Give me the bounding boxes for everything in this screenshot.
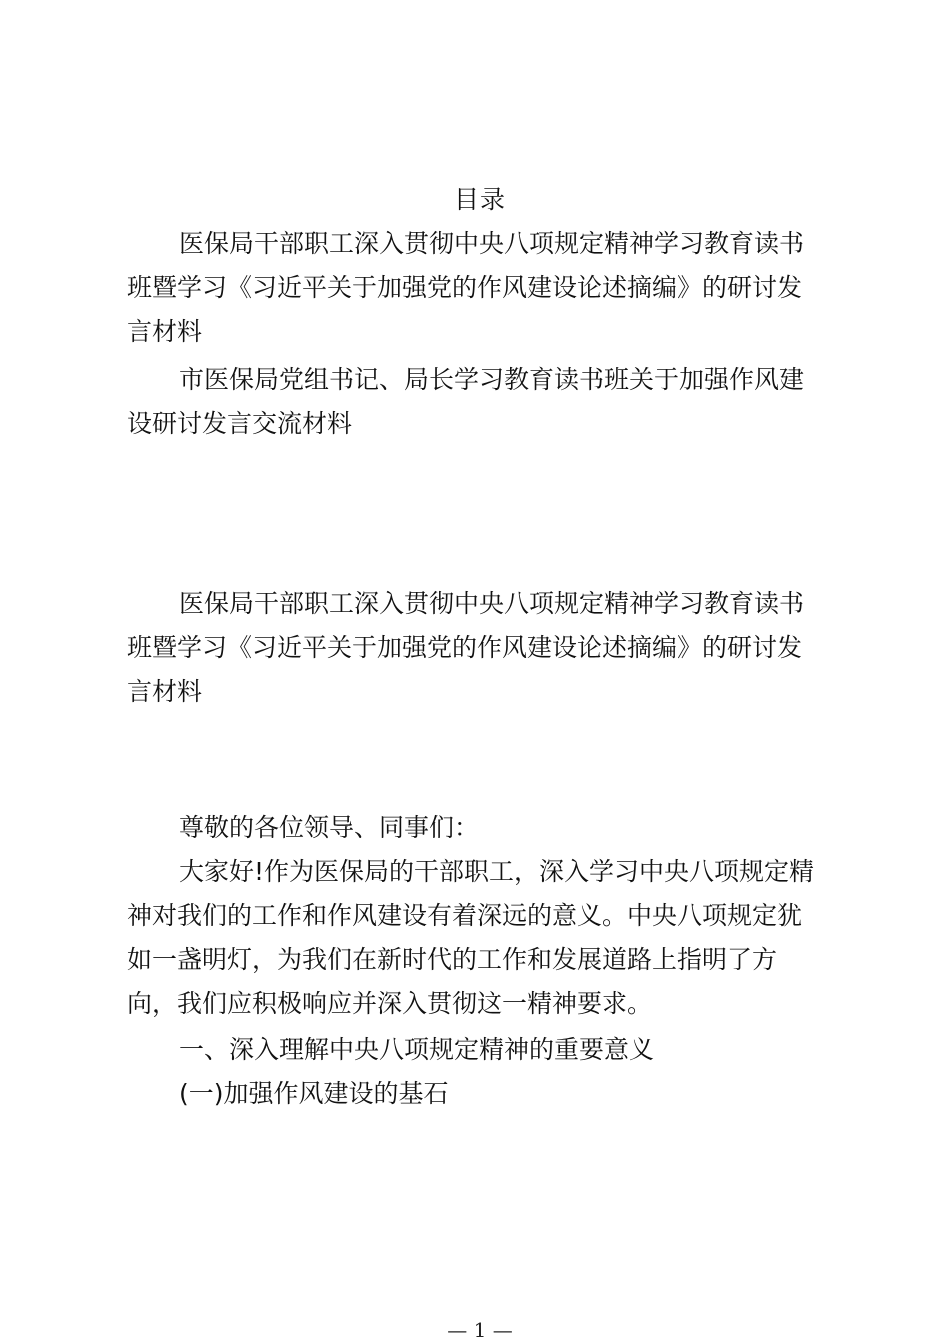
section-heading: [127, 1028, 827, 1072]
article-title: [127, 582, 827, 714]
subsection-heading-text: (一)加强作风建设的基石: [179, 1079, 449, 1108]
toc-item-line: 言材料: [127, 317, 203, 346]
toc-item-line: 市医保局党组书记、局长学习教育读书班关于加强作风建: [179, 365, 805, 394]
toc-item-line: 设研讨发言交流材料: [127, 409, 353, 438]
toc-item[interactable]: [127, 222, 827, 354]
salutation: [127, 806, 827, 850]
article-title-line: 班暨学习《习近平关于加强党的作风建设论述摘编》的研讨发: [127, 633, 803, 662]
body-paragraph: [127, 850, 827, 1026]
paragraph-line: 如一盏明灯，为我们在新时代的工作和发展道路上指明了方: [127, 945, 778, 974]
toc-item[interactable]: [127, 358, 827, 446]
article-title-line: 言材料: [127, 677, 203, 706]
toc-item-line: 医保局干部职工深入贯彻中央八项规定精神学习教育读书: [179, 229, 805, 258]
salutation-text: 尊敬的各位领导、同事们：: [179, 813, 480, 842]
toc-item-line: 班暨学习《习近平关于加强党的作风建设论述摘编》的研讨发: [127, 273, 803, 302]
section-heading-text: 一、深入理解中央八项规定精神的重要意义: [179, 1035, 655, 1064]
paragraph-line: 神对我们的工作和作风建设有着深远的意义。中央八项规定犹: [127, 901, 803, 930]
subsection-heading: [127, 1072, 827, 1116]
article-title-line: 医保局干部职工深入贯彻中央八项规定精神学习教育读书: [179, 589, 805, 618]
page-number: — 1 —: [447, 1318, 513, 1342]
paragraph-line: 向，我们应积极响应并深入贯彻这一精神要求。: [127, 989, 653, 1018]
paragraph-line: 大家好!作为医保局的干部职工，深入学习中央八项规定精: [179, 857, 815, 886]
toc-title: 目录: [453, 185, 506, 214]
